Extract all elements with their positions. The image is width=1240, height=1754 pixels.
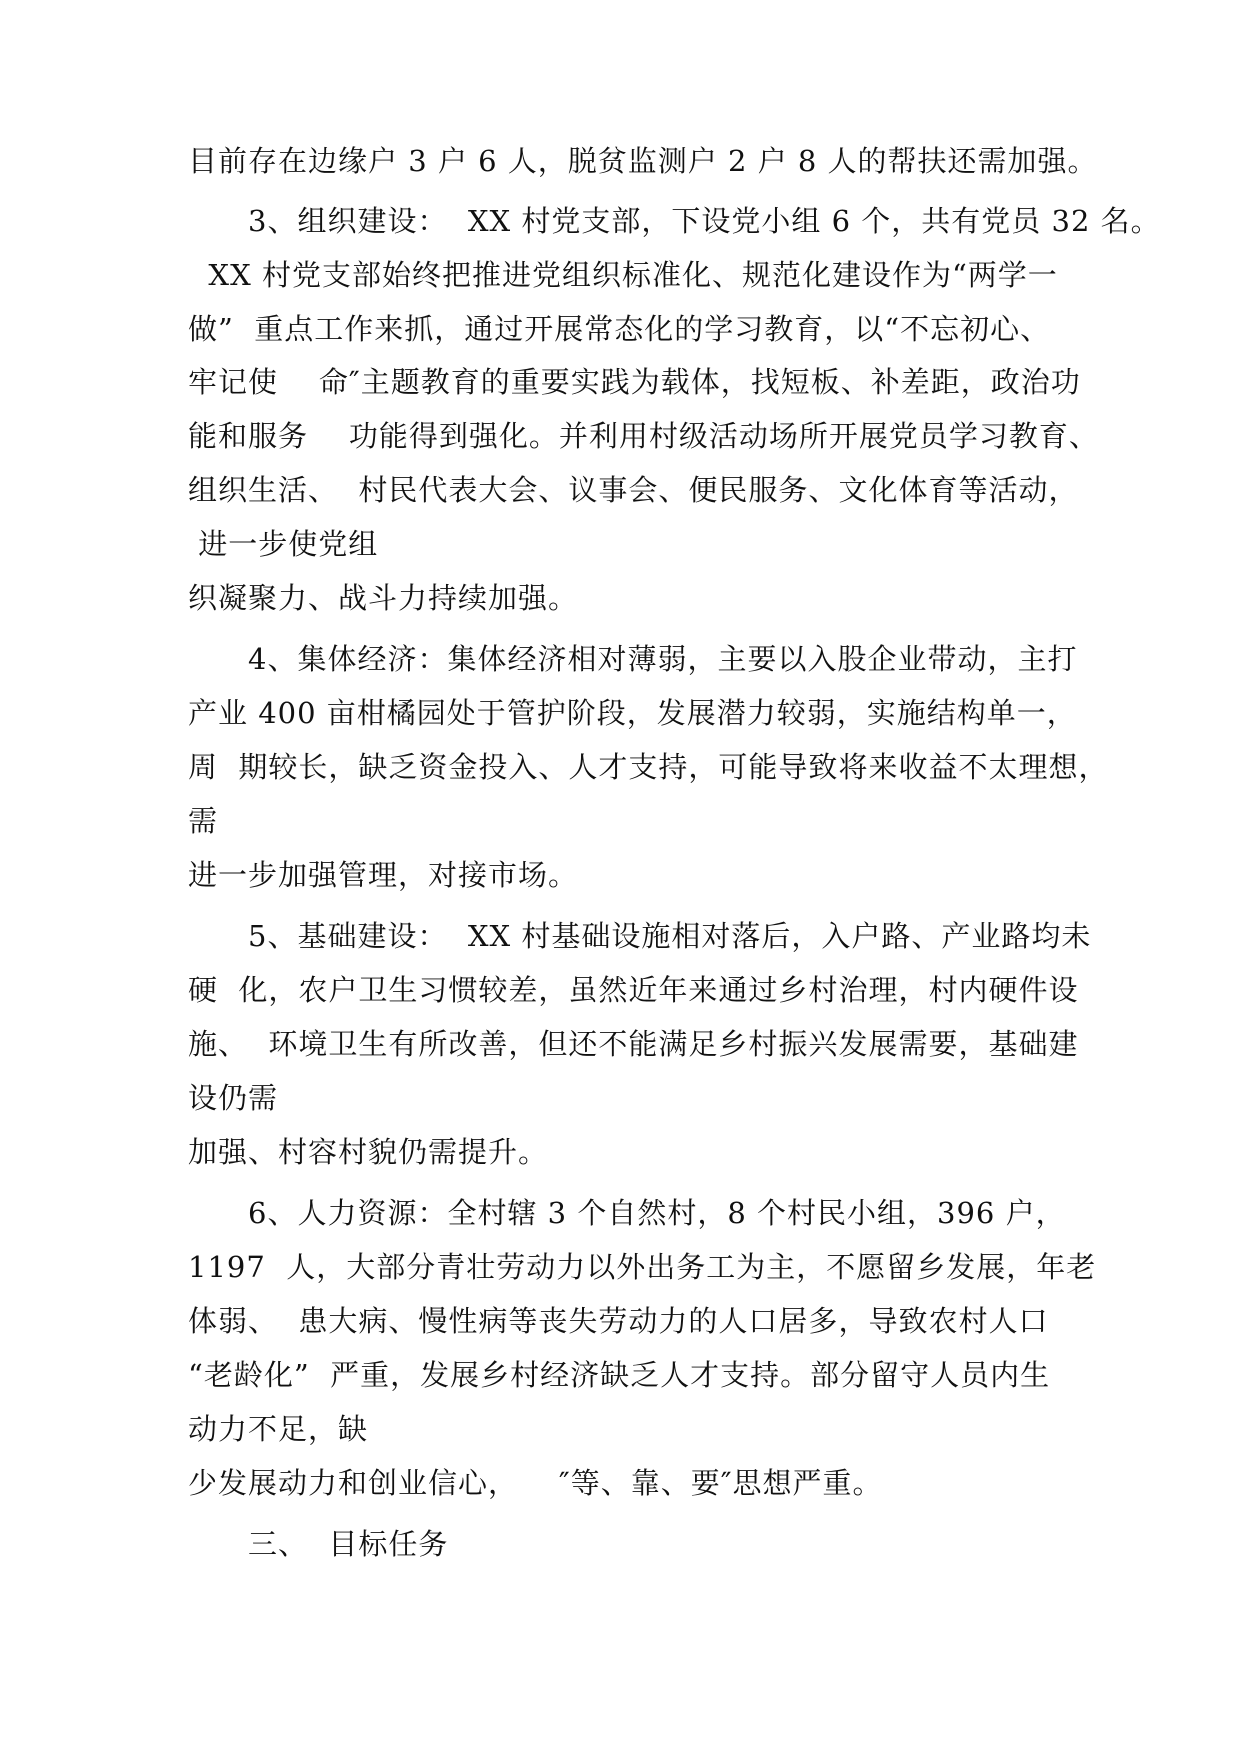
text-line: 目前存在边缘户 3 户 6 人，脱贫监测户 2 户 8 人的帮扶还需加强。 [188,144,1098,178]
text-line: 进一步加强管理，对接市场。 [188,858,579,892]
text-line: 少发展动力和创业信心， ″等、靠、要″思想严重。 [188,1466,883,1500]
text-line: 动力不足，缺 [188,1412,369,1446]
text-line: 加强、村容村貌仍需提升。 [188,1135,549,1169]
section-heading: 三、 目标任务 [188,1527,449,1561]
text-line: 能和服务 功能得到强化。并利用村级活动场所开展党员学习教育、 [188,419,1099,453]
text-line: 周 期较长，缺乏资金投入、人才支持，可能导致将来收益不太理想， [188,750,1109,784]
text-line: 产业 400 亩柑橘园处于管护阶段，发展潜力较弱，实施结构单一， [188,696,1077,730]
text-line: “老龄化” 严重，发展乡村经济缺乏人才支持。部分留守人员内生 [188,1358,1051,1392]
text-line: 1197 人，大部分青壮劳动力以外出务工为主，不愿留乡发展，年老 [188,1250,1097,1284]
text-line: 牢记使 命″主题教育的重要实践为载体，找短板、补差距，政治功 [188,365,1081,399]
text-line: 体弱、 患大病、慢性病等丧失劳动力的人口居多，导致农村人口 [188,1304,1049,1338]
text-line: 做” 重点工作来抓，通过开展常态化的学习教育，以“不忘初心、 [188,312,1051,346]
text-line: 施、 环境卫生有所改善，但还不能满足乡村振兴发展需要，基础建 [188,1027,1079,1061]
text-line: 3、组织建设： XX 村党支部，下设党小组 6 个，共有党员 32 名。 [188,204,1161,238]
text-line: 组织生活、 村民代表大会、议事会、便民服务、文化体育等活动， [188,473,1079,507]
text-line: 织凝聚力、战斗力持续加强。 [188,581,579,615]
text-line: 进一步使党组 [188,527,379,561]
text-line: 4、集体经济：集体经济相对薄弱，主要以入股企业带动，主打 [188,642,1078,676]
text-line: 需 [188,804,219,838]
text-line: 5、基础建设： XX 村基础设施相对落后，入户路、产业路均未 [188,919,1092,953]
text-line: XX 村党支部始终把推进党组织标准化、规范化建设作为“两学一 [188,258,1058,292]
text-line: 设仍需 [188,1081,279,1115]
text-line: 6、人力资源：全村辖 3 个自然村，8 个村民小组，396 户， [188,1196,1066,1230]
text-line: 硬 化，农户卫生习惯较差，虽然近年来通过乡村治理，村内硬件设 [188,973,1079,1007]
